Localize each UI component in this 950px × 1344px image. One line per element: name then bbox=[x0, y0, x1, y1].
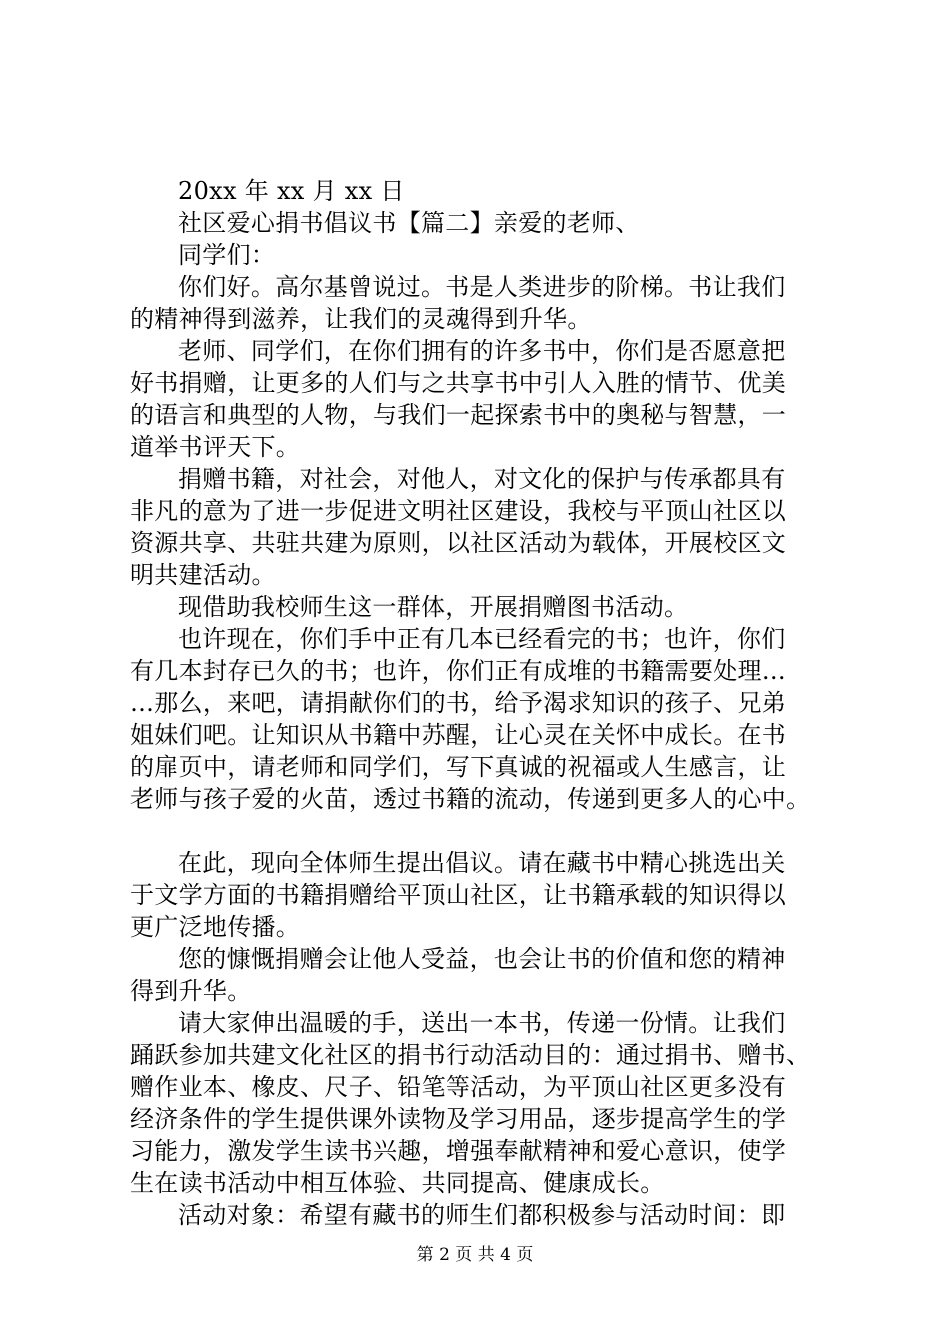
paragraph-line: 老师、同学们，在你们拥有的许多书中，你们是否愿意把 bbox=[178, 337, 786, 365]
paragraph-line: 请大家伸出温暖的手，送出一本书，传递一份情。让我们 bbox=[178, 1009, 786, 1037]
paragraph-line: 有几本封存已久的书；也许，你们正有成堆的书籍需要处理… bbox=[130, 657, 787, 685]
paragraph-line: 老师与孩子爱的火苗，透过书籍的流动，传递到更多人的心中。 bbox=[130, 785, 811, 813]
paragraph-line: 捐赠书籍，对社会，对他人，对文化的保护与传承都具有 bbox=[178, 465, 786, 493]
paragraph-line: 的扉页中，请老师和同学们，写下真诚的祝福或人生感言，让 bbox=[130, 753, 787, 781]
paragraph-line: 生在读书活动中相互体验、共同提高、健康成长。 bbox=[130, 1169, 665, 1197]
paragraph-line: 明共建活动。 bbox=[130, 561, 276, 589]
paragraph-line: 也许现在，你们手中正有几本已经看完的书；也许，你们 bbox=[178, 625, 786, 653]
paragraph-line: 的语言和典型的人物，与我们一起探索书中的奥秘与智慧，一 bbox=[130, 401, 787, 429]
paragraph-line: 道举书评天下。 bbox=[130, 433, 301, 461]
paragraph-line: 资源共享、共驻共建为原则，以社区活动为载体，开展校区文 bbox=[130, 529, 787, 557]
paragraph-line: …那么，来吧，请捐献你们的书，给予渴求知识的孩子、兄弟 bbox=[130, 689, 787, 717]
document-body bbox=[130, 175, 830, 1231]
paragraph-line: 赠作业本、橡皮、尺子、铅笔等活动，为平顶山社区更多没有 bbox=[130, 1073, 787, 1101]
paragraph-line: 得到升华。 bbox=[130, 977, 252, 1005]
paragraph-line: 非凡的意为了进一步促进文明社区建设，我校与平顶山社区以 bbox=[130, 497, 787, 525]
paragraph-line: 习能力，激发学生读书兴趣，增强奉献精神和爱心意识，使学 bbox=[130, 1137, 787, 1165]
paragraph-line: 更广泛地传播。 bbox=[130, 913, 301, 941]
paragraph-line: 经济条件的学生提供课外读物及学习用品，逐步提高学生的学 bbox=[130, 1105, 787, 1133]
paragraph-line: 姐妹们吧。让知识从书籍中苏醒，让心灵在关怀中成长。在书 bbox=[130, 721, 787, 749]
page-number-footer: 第 2 页 共 4 页 bbox=[416, 1245, 534, 1265]
paragraph-line: 踊跃参加共建文化社区的捐书行动活动目的：通过捐书、赠书、 bbox=[130, 1041, 811, 1069]
paragraph-line: 好书捐赠，让更多的人们与之共享书中引人入胜的情节、优美 bbox=[130, 369, 787, 397]
paragraph-gap bbox=[130, 815, 830, 847]
salutation-line: 同学们： bbox=[178, 241, 276, 269]
paragraph-line: 您的慷慨捐赠会让他人受益，也会让书的价值和您的精神 bbox=[178, 945, 786, 973]
title-line: 社区爱心捐书倡议书【篇二】亲爱的老师、 bbox=[178, 209, 640, 237]
date-line: 20xx 年 xx 月 xx 日 bbox=[178, 177, 405, 205]
paragraph-line: 现借助我校师生这一群体，开展捐赠图书活动。 bbox=[178, 593, 689, 621]
paragraph-line: 你们好。高尔基曾说过。书是人类进步的阶梯。书让我们 bbox=[178, 273, 786, 301]
paragraph-line: 的精神得到滋养，让我们的灵魂得到升华。 bbox=[130, 305, 592, 333]
paragraph-line: 活动对象：希望有藏书的师生们都积极参与活动时间：即 bbox=[178, 1201, 786, 1229]
paragraph-line: 在此，现向全体师生提出倡议。请在藏书中精心挑选出关 bbox=[178, 849, 786, 877]
paragraph-line: 于文学方面的书籍捐赠给平顶山社区，让书籍承载的知识得以 bbox=[130, 881, 787, 909]
